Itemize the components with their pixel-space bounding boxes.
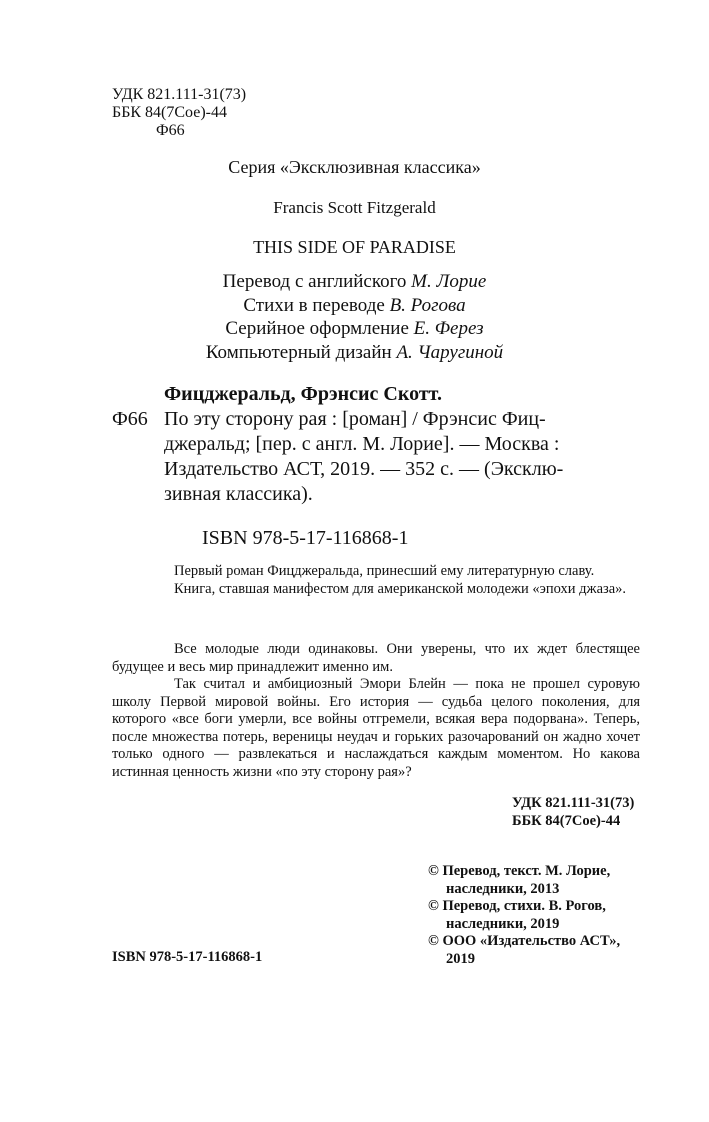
annotation-paragraph: Все молодые люди одинаковы. Они уверены, что их ждет блестящее будущее и весь мир принадлежит именно им.: [112, 641, 640, 675]
catalog-line: джеральд; [пер. с англ. М. Лорие]. — Москва :: [164, 433, 560, 455]
bbk-top: ББК 84(7Сое)-44: [112, 104, 227, 121]
original-author: Francis Scott Fitzgerald: [273, 198, 436, 217]
credit-series-design: Серийное оформление Е. Ферез: [225, 318, 484, 339]
catalog-line: зивная классика).: [164, 483, 313, 505]
annotation-block-1: [112, 563, 640, 598]
annotation-paragraph: Первый роман Фицджеральда, принесший ему литературную славу.: [174, 563, 595, 579]
catalog-line: По эту сторону рая : [роман] / Фрэнсис Фиц-: [164, 408, 546, 430]
annotation-udk: УДК 821.111-31(73): [512, 795, 635, 811]
copyright-translation-text: © Перевод, текст. М. Лорие, наследники, 2013: [428, 863, 611, 897]
author-mark-top: Ф66: [156, 122, 185, 139]
catalog-card: [112, 382, 564, 507]
credits-block: [0, 270, 709, 364]
copyright-translation-poems: © Перевод, стихи. В. Рогов, наследники, 2019: [428, 898, 606, 932]
catalog-isbn: ISBN 978-5-17-116868-1: [202, 527, 409, 549]
catalog-mark: Ф66: [112, 408, 148, 430]
copyright-block: [428, 863, 620, 968]
annotation-block-2: [112, 641, 640, 781]
catalog-author-heading: Фицджеральд, Фрэнсис Скотт.: [164, 383, 442, 405]
original-title: THIS SIDE OF PARADISE: [253, 237, 456, 257]
annotation-paragraph: Так считал и амбициозный Эмори Блейн — пока не прошел суровую школу Первой мировой войны. Его история — судьба целого поколения, для которого «все боги умерли, все войны отгремели, всякая вера подорвана». Теперь, после множества потерь, вереницы неудач и горьких разочарований он жадно хочет только одного — развлекаться и наслаждаться каждым моментом. Но какова истинная ценность жизни «по эту сторону рая»?: [112, 676, 640, 780]
annotation-paragraph: Книга, ставшая манифестом для американской молодежи «эпохи джаза».: [174, 580, 627, 597]
catalog-description: [112, 407, 564, 507]
series-title: Серия «Эксклюзивная классика»: [228, 157, 481, 177]
credit-computer-design: Компьютерный дизайн А. Чаругиной: [205, 341, 504, 363]
copyright-publisher: © ООО «Издательство АСТ», 2019: [428, 933, 621, 967]
credit-translation: Перевод с английского М. Лорие: [222, 271, 487, 292]
annotation-bbk: ББК 84(7Сое)-44: [512, 813, 621, 829]
catalog-line: Издательство АСТ, 2019. — 352 с. — (Эксклю-: [164, 458, 564, 480]
credit-poems: Стихи в переводе В. Рогова: [243, 294, 466, 316]
bottom-isbn: ISBN 978-5-17-116868-1: [112, 949, 263, 965]
udk-top: УДК 821.111-31(73): [112, 86, 247, 103]
